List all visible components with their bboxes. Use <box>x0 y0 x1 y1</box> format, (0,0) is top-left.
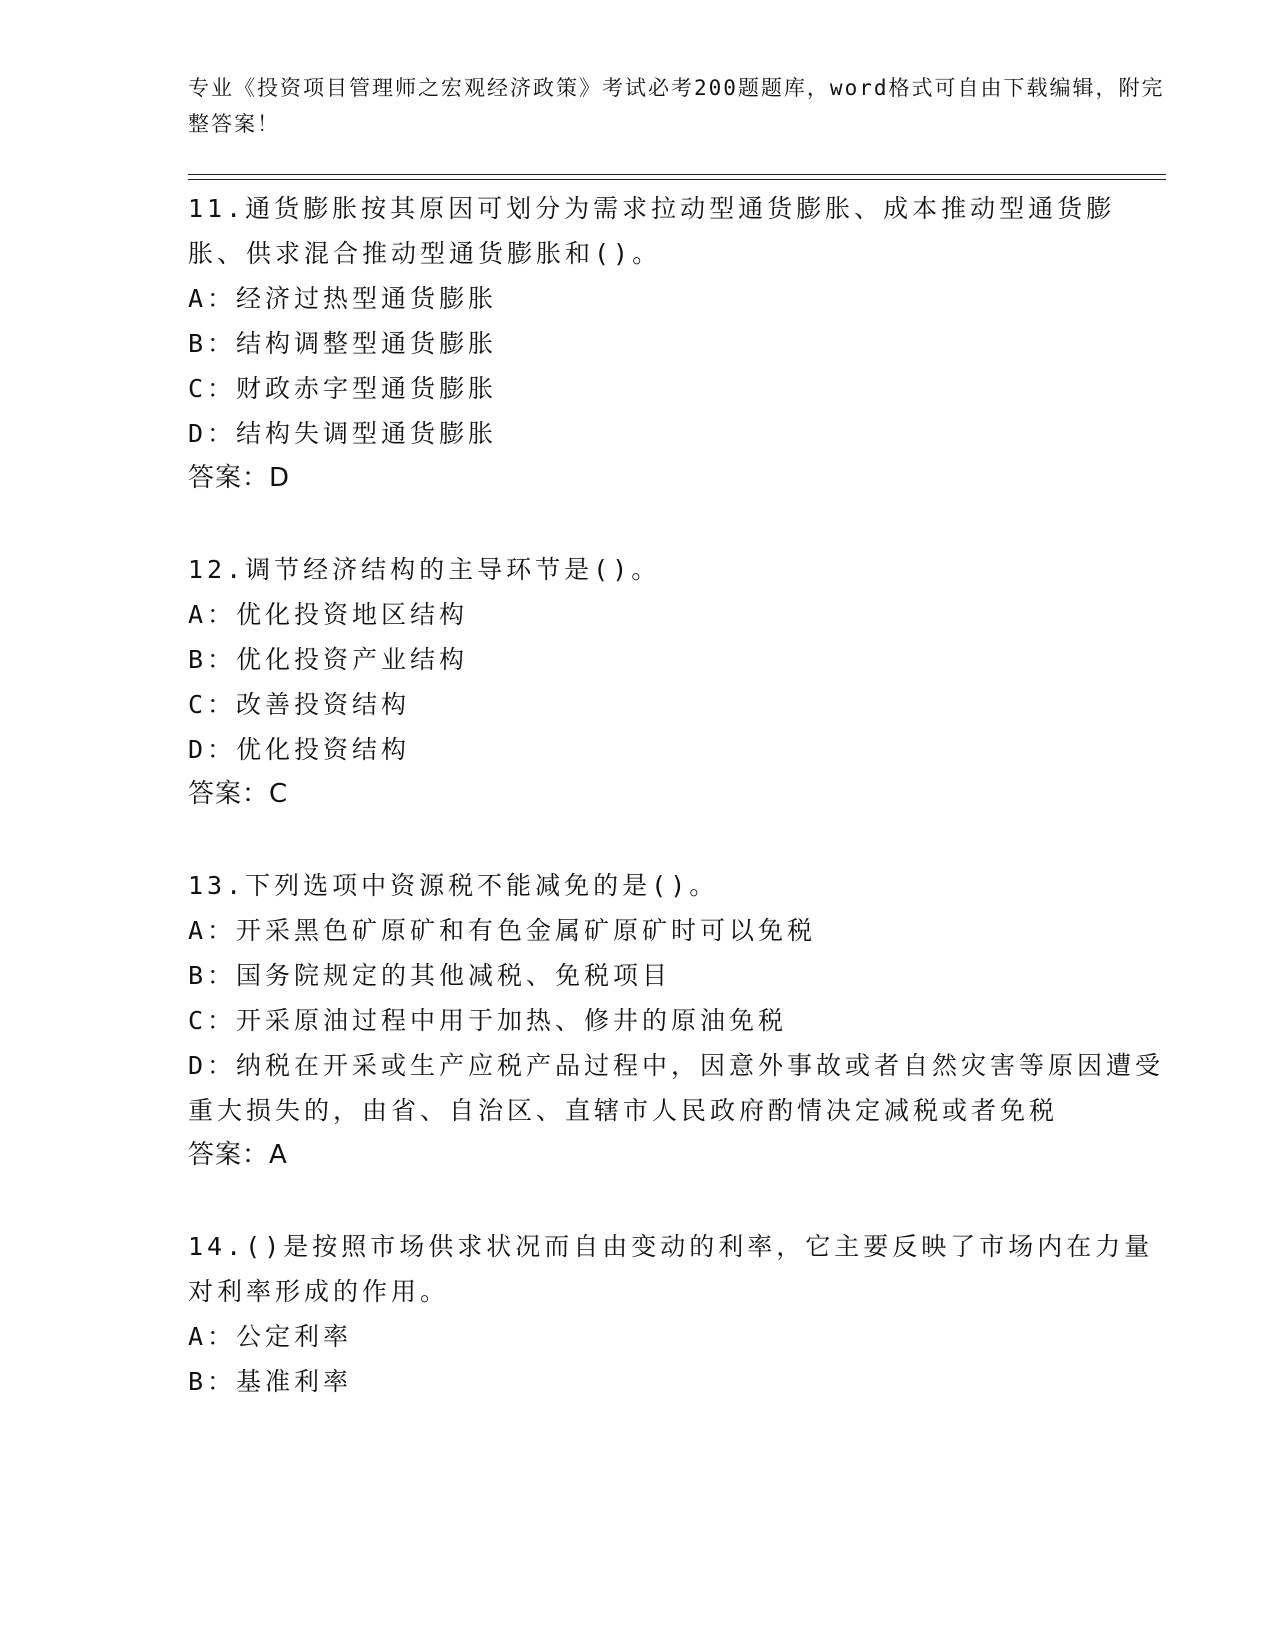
option-d: D：纳税在开采或生产应税产品过程中，因意外事故或者自然灾害等原因遭受重大损失的，由省、自治区、直辖市人民政府酌情决定减税或者免税 <box>188 1051 1165 1125</box>
option-b: B：基准利率 <box>188 1367 353 1396</box>
question-14 <box>188 1224 1166 1404</box>
document-page <box>188 70 1166 1450</box>
option-a: A：开采黑色矿原矿和有色金属矿原矿时可以免税 <box>188 916 817 945</box>
option-c: C：财政赤字型通货膨胀 <box>188 374 498 403</box>
question-13 <box>188 863 1166 1178</box>
answer-line: 答案：A <box>188 1140 288 1170</box>
question-12 <box>188 547 1166 817</box>
document-intro: 专业《投资项目管理师之宏观经济政策》考试必考200题题库，word格式可自由下载编辑，附完整答案！ <box>188 76 1165 136</box>
option-d: D：优化投资结构 <box>188 735 411 764</box>
option-b: B：优化投资产业结构 <box>188 645 469 674</box>
answer-line: 答案：C <box>188 779 289 809</box>
question-list <box>188 186 1166 1404</box>
double-rule-divider <box>188 174 1166 180</box>
question-11 <box>188 186 1166 501</box>
question-stem: 11.通货膨胀按其原因可划分为需求拉动型通货膨胀、成本推动型通货膨胀、供求混合推动型通货膨胀和()。 <box>188 194 1116 268</box>
answer-line: 答案：D <box>188 463 291 493</box>
option-b: B：国务院规定的其他减税、免税项目 <box>188 961 672 990</box>
option-c: C：开采原油过程中用于加热、修井的原油免税 <box>188 1006 788 1035</box>
question-stem: 12.调节经济结构的主导环节是()。 <box>188 555 661 584</box>
option-d: D：结构失调型通货膨胀 <box>188 419 498 448</box>
option-b: B：结构调整型通货膨胀 <box>188 329 498 358</box>
question-stem: 14.()是按照市场供求状况而自由变动的利率，它主要反映了市场内在力量对利率形成的作用。 <box>188 1232 1154 1306</box>
option-c: C：改善投资结构 <box>188 690 411 719</box>
option-a: A：经济过热型通货膨胀 <box>188 284 498 313</box>
question-stem: 13.下列选项中资源税不能减免的是()。 <box>188 871 719 900</box>
option-a: A：优化投资地区结构 <box>188 600 469 629</box>
option-a: A：公定利率 <box>188 1322 353 1351</box>
